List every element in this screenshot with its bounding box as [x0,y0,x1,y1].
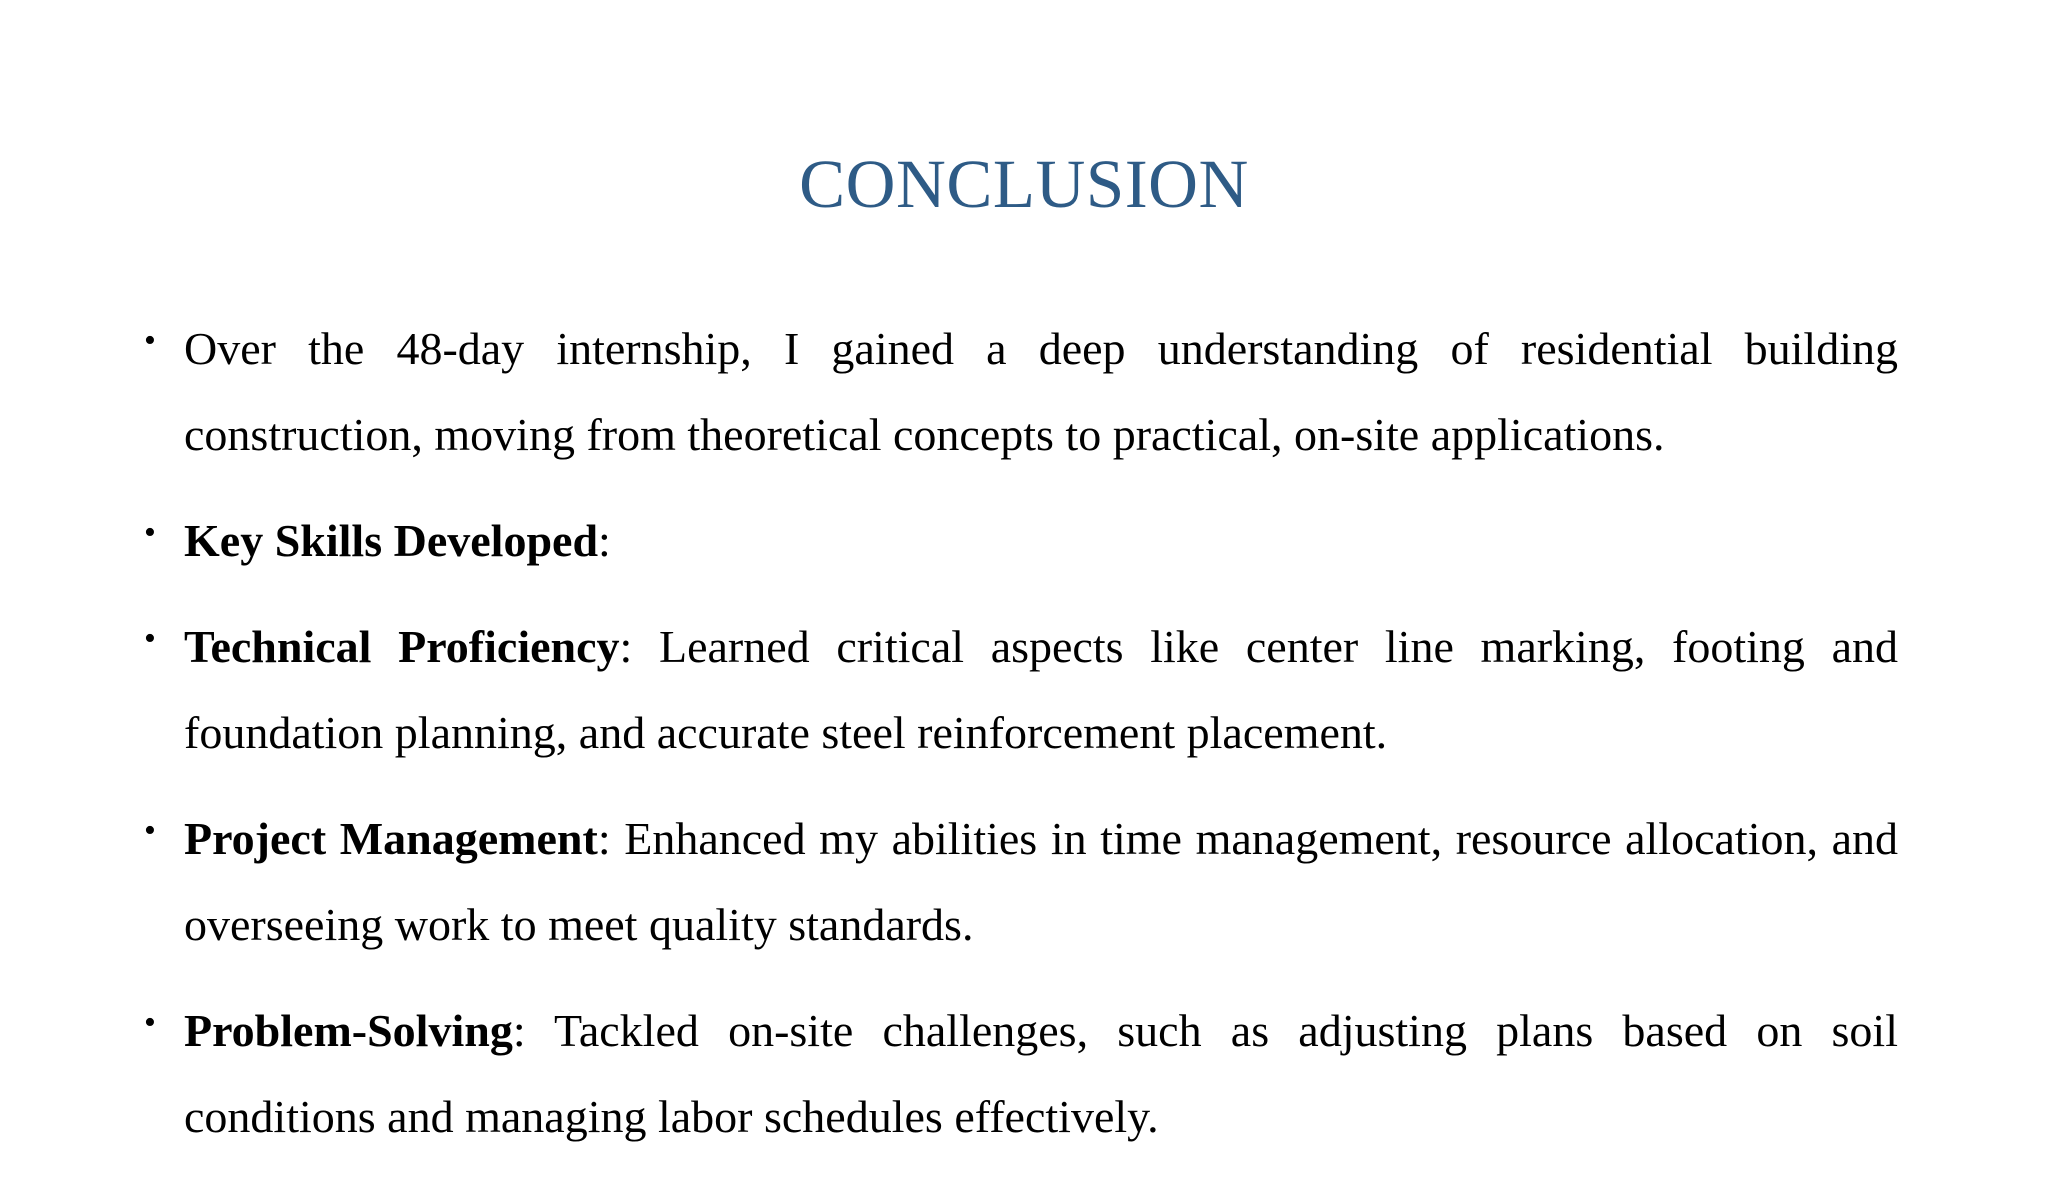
bullet-item-key-skills [144,498,1898,584]
bullet-item-technical-proficiency [144,604,1898,776]
bullet-item-project-management [144,796,1898,968]
bullet-item-problem-solving [144,988,1898,1160]
bullet-bold-heading: Problem-Solving [184,1005,513,1056]
bullet-bold-heading: Key Skills Developed [184,515,599,566]
bullet-text: : Learned critical aspects like center line marking, footing and foundation planning, and accurate steel reinforcement placement. [184,621,1898,758]
bullet-text: : Tackled on-site challenges, such as adjusting plans based on soil conditions and managing labor schedules effectively. [184,1005,1898,1142]
bullet-icon: • [144,812,156,849]
bullet-bold-heading: Project Management [184,813,598,864]
bullet-bold-heading: Technical Proficiency [184,621,620,672]
bullet-icon: • [144,620,156,657]
bullet-text: : [598,515,611,566]
bullet-text: Over the 48-day internship, I gained a deep understanding of residential building construction, moving from theoretical concepts to practical, on-site applications. [184,323,1898,460]
bullet-icon: • [144,322,156,359]
bullet-text: : Enhanced my abilities in time management, resource allocation, and overseeing work to meet quality standards. [184,813,1898,950]
bullet-icon: • [144,1004,156,1041]
bullet-list [144,306,1898,1180]
bullet-item-internship-summary [144,306,1898,478]
bullet-icon: • [144,514,156,551]
slide-title: CONCLUSION [799,146,1249,223]
